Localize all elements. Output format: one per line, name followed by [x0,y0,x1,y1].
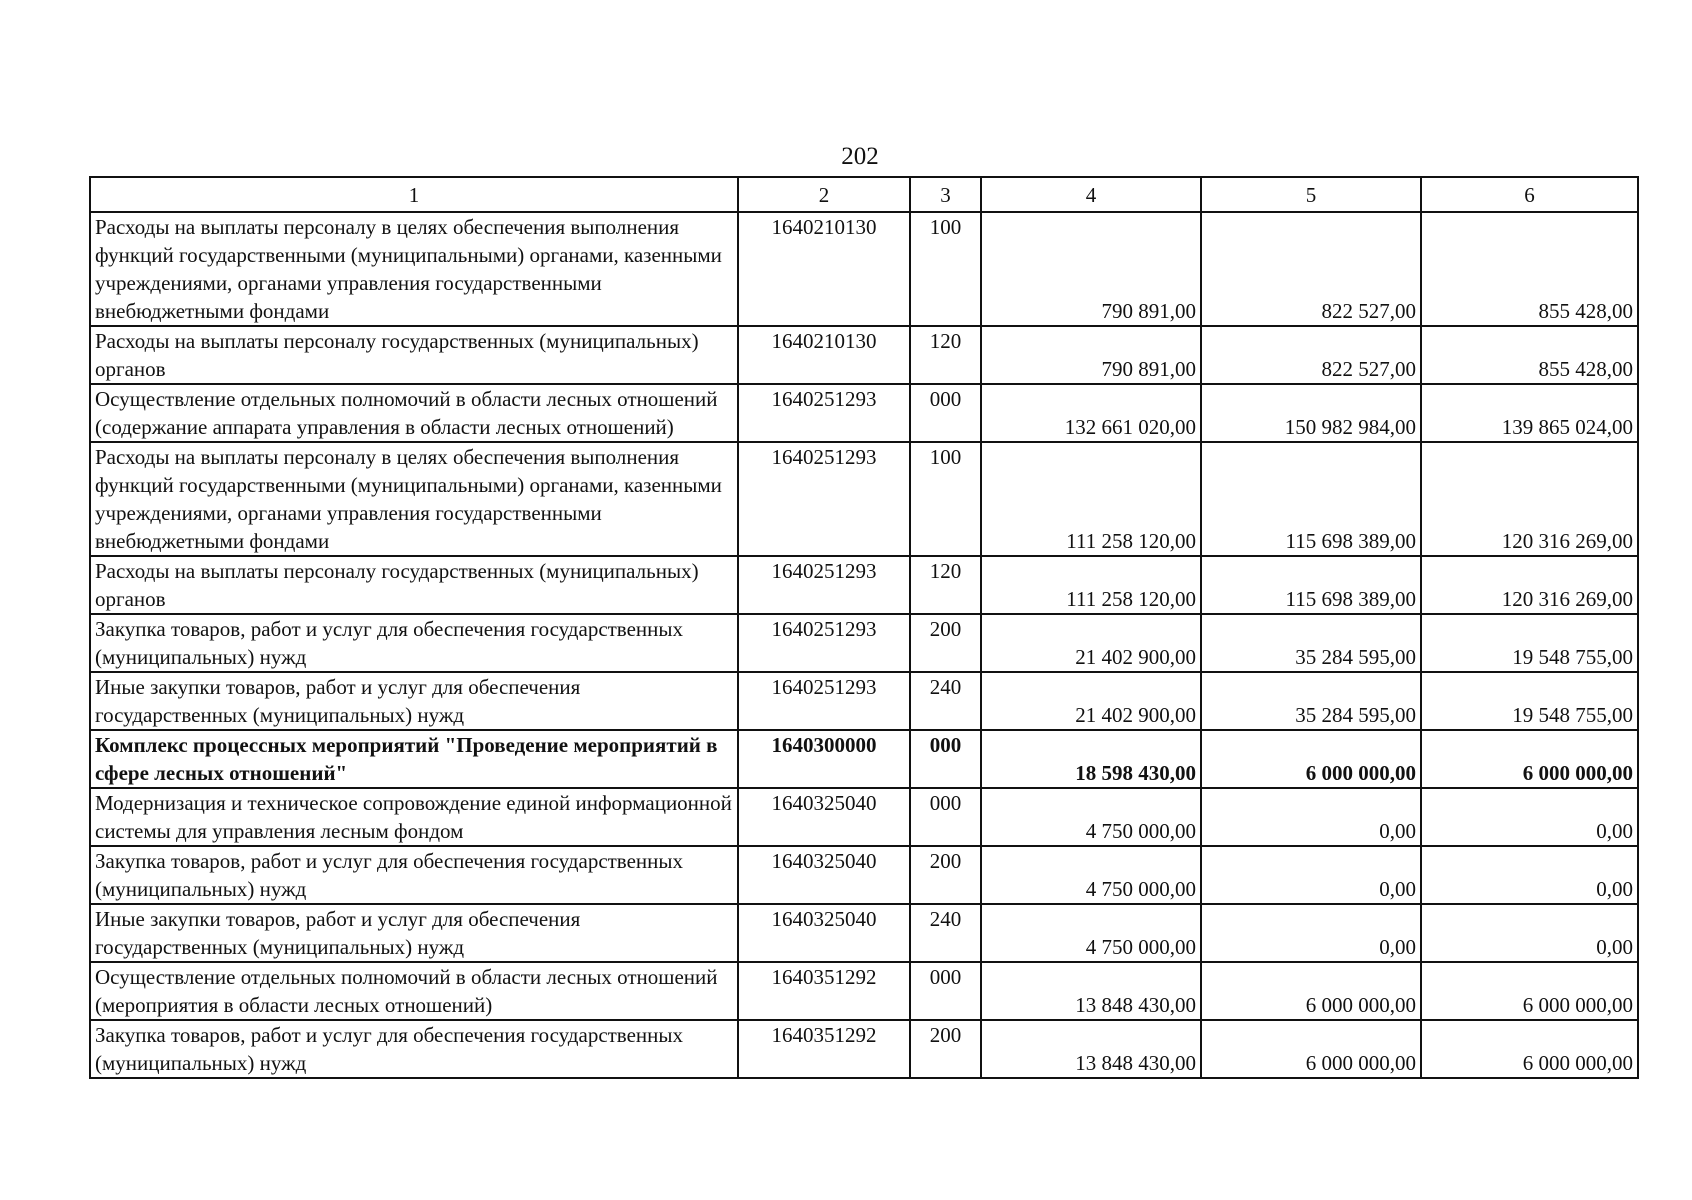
row-type-cell: 100 [910,212,981,326]
row-value-col6-cell: 6 000 000,00 [1421,730,1638,788]
column-header: 2 [738,177,910,212]
row-name-cell: Иные закупки товаров, работ и услуг для обеспечения государственных (муниципальных) нужд [90,672,738,730]
header-row [90,177,1638,212]
row-type-cell: 240 [910,904,981,962]
row-code-cell: 1640251293 [738,672,910,730]
row-value-col4-cell: 4 750 000,00 [981,788,1201,846]
row-value-col4-cell: 21 402 900,00 [981,614,1201,672]
row-value-col6-cell: 6 000 000,00 [1421,962,1638,1020]
row-value-col6-cell: 19 548 755,00 [1421,614,1638,672]
column-header: 6 [1421,177,1638,212]
row-code-cell: 1640210130 [738,212,910,326]
row-value-col5-cell: 822 527,00 [1201,212,1421,326]
row-code-cell: 1640325040 [738,846,910,904]
row-type-cell: 100 [910,442,981,556]
row-value-col5-cell: 6 000 000,00 [1201,962,1421,1020]
row-name-cell: Комплекс процессных мероприятий "Проведение мероприятий в сфере лесных отношений" [90,730,738,788]
row-value-col5-cell: 0,00 [1201,904,1421,962]
table-row [90,904,1638,962]
row-value-col4-cell: 790 891,00 [981,326,1201,384]
row-value-col6-cell: 6 000 000,00 [1421,1020,1638,1078]
table-row [90,614,1638,672]
row-value-col5-cell: 115 698 389,00 [1201,442,1421,556]
row-value-col5-cell: 822 527,00 [1201,326,1421,384]
row-value-col6-cell: 0,00 [1421,904,1638,962]
table-row [90,788,1638,846]
row-value-col5-cell: 35 284 595,00 [1201,672,1421,730]
row-value-col5-cell: 35 284 595,00 [1201,614,1421,672]
table-row [90,846,1638,904]
row-code-cell: 1640351292 [738,1020,910,1078]
row-value-col4-cell: 132 661 020,00 [981,384,1201,442]
row-value-col4-cell: 13 848 430,00 [981,1020,1201,1078]
column-header: 1 [90,177,738,212]
row-value-col4-cell: 111 258 120,00 [981,556,1201,614]
row-type-cell: 200 [910,846,981,904]
table-row [90,384,1638,442]
row-code-cell: 1640325040 [738,788,910,846]
row-value-col4-cell: 790 891,00 [981,212,1201,326]
table-row [90,1020,1638,1078]
row-name-cell: Закупка товаров, работ и услуг для обеспечения государственных (муниципальных) нужд [90,846,738,904]
row-type-cell: 000 [910,962,981,1020]
row-value-col4-cell: 13 848 430,00 [981,962,1201,1020]
row-value-col5-cell: 6 000 000,00 [1201,1020,1421,1078]
table-row [90,326,1638,384]
row-code-cell: 1640351292 [738,962,910,1020]
row-code-cell: 1640251293 [738,556,910,614]
row-name-cell: Расходы на выплаты персоналу государственных (муниципальных) органов [90,326,738,384]
row-type-cell: 200 [910,1020,981,1078]
row-code-cell: 1640300000 [738,730,910,788]
column-header: 5 [1201,177,1421,212]
row-name-cell: Осуществление отдельных полномочий в области лесных отношений (содержание аппарата управления в области лесных отношений) [90,384,738,442]
row-name-cell: Расходы на выплаты персоналу государственных (муниципальных) органов [90,556,738,614]
row-name-cell: Иные закупки товаров, работ и услуг для обеспечения государственных (муниципальных) нужд [90,904,738,962]
row-value-col4-cell: 18 598 430,00 [981,730,1201,788]
row-value-col6-cell: 855 428,00 [1421,326,1638,384]
row-code-cell: 1640325040 [738,904,910,962]
row-code-cell: 1640251293 [738,614,910,672]
table-body [90,212,1638,1078]
row-name-cell: Осуществление отдельных полномочий в области лесных отношений (мероприятия в области лесных отношений) [90,962,738,1020]
row-type-cell: 240 [910,672,981,730]
row-name-cell: Модернизация и техническое сопровождение единой информационной системы для управления лесным фондом [90,788,738,846]
row-name-cell: Расходы на выплаты персоналу в целях обеспечения выполнения функций государственными (муниципальными) органами, казенными учреждениями, органами управления государственными внебюджетными фондами [90,442,738,556]
row-name-cell: Расходы на выплаты персоналу в целях обеспечения выполнения функций государственными (муниципальными) органами, казенными учреждениями, органами управления государственными внебюджетными фондами [90,212,738,326]
row-value-col5-cell: 115 698 389,00 [1201,556,1421,614]
row-value-col4-cell: 4 750 000,00 [981,846,1201,904]
table-row [90,212,1638,326]
table-row [90,962,1638,1020]
budget-table [89,176,1639,1079]
row-type-cell: 000 [910,788,981,846]
table-row [90,442,1638,556]
row-value-col6-cell: 139 865 024,00 [1421,384,1638,442]
row-value-col6-cell: 0,00 [1421,846,1638,904]
row-value-col4-cell: 21 402 900,00 [981,672,1201,730]
table-row [90,556,1638,614]
page-number: 202 [841,143,879,170]
column-header: 3 [910,177,981,212]
row-name-cell: Закупка товаров, работ и услуг для обеспечения государственных (муниципальных) нужд [90,614,738,672]
row-name-cell: Закупка товаров, работ и услуг для обеспечения государственных (муниципальных) нужд [90,1020,738,1078]
row-value-col5-cell: 6 000 000,00 [1201,730,1421,788]
table-row [90,672,1638,730]
row-type-cell: 000 [910,730,981,788]
row-value-col6-cell: 19 548 755,00 [1421,672,1638,730]
row-code-cell: 1640210130 [738,326,910,384]
row-value-col4-cell: 4 750 000,00 [981,904,1201,962]
row-type-cell: 200 [910,614,981,672]
row-value-col6-cell: 855 428,00 [1421,212,1638,326]
row-value-col5-cell: 0,00 [1201,846,1421,904]
row-type-cell: 120 [910,326,981,384]
row-value-col5-cell: 0,00 [1201,788,1421,846]
row-code-cell: 1640251293 [738,384,910,442]
row-value-col6-cell: 0,00 [1421,788,1638,846]
row-type-cell: 120 [910,556,981,614]
row-type-cell: 000 [910,384,981,442]
row-value-col4-cell: 111 258 120,00 [981,442,1201,556]
row-value-col5-cell: 150 982 984,00 [1201,384,1421,442]
column-header: 4 [981,177,1201,212]
table-row [90,730,1638,788]
row-value-col6-cell: 120 316 269,00 [1421,556,1638,614]
row-value-col6-cell: 120 316 269,00 [1421,442,1638,556]
row-code-cell: 1640251293 [738,442,910,556]
